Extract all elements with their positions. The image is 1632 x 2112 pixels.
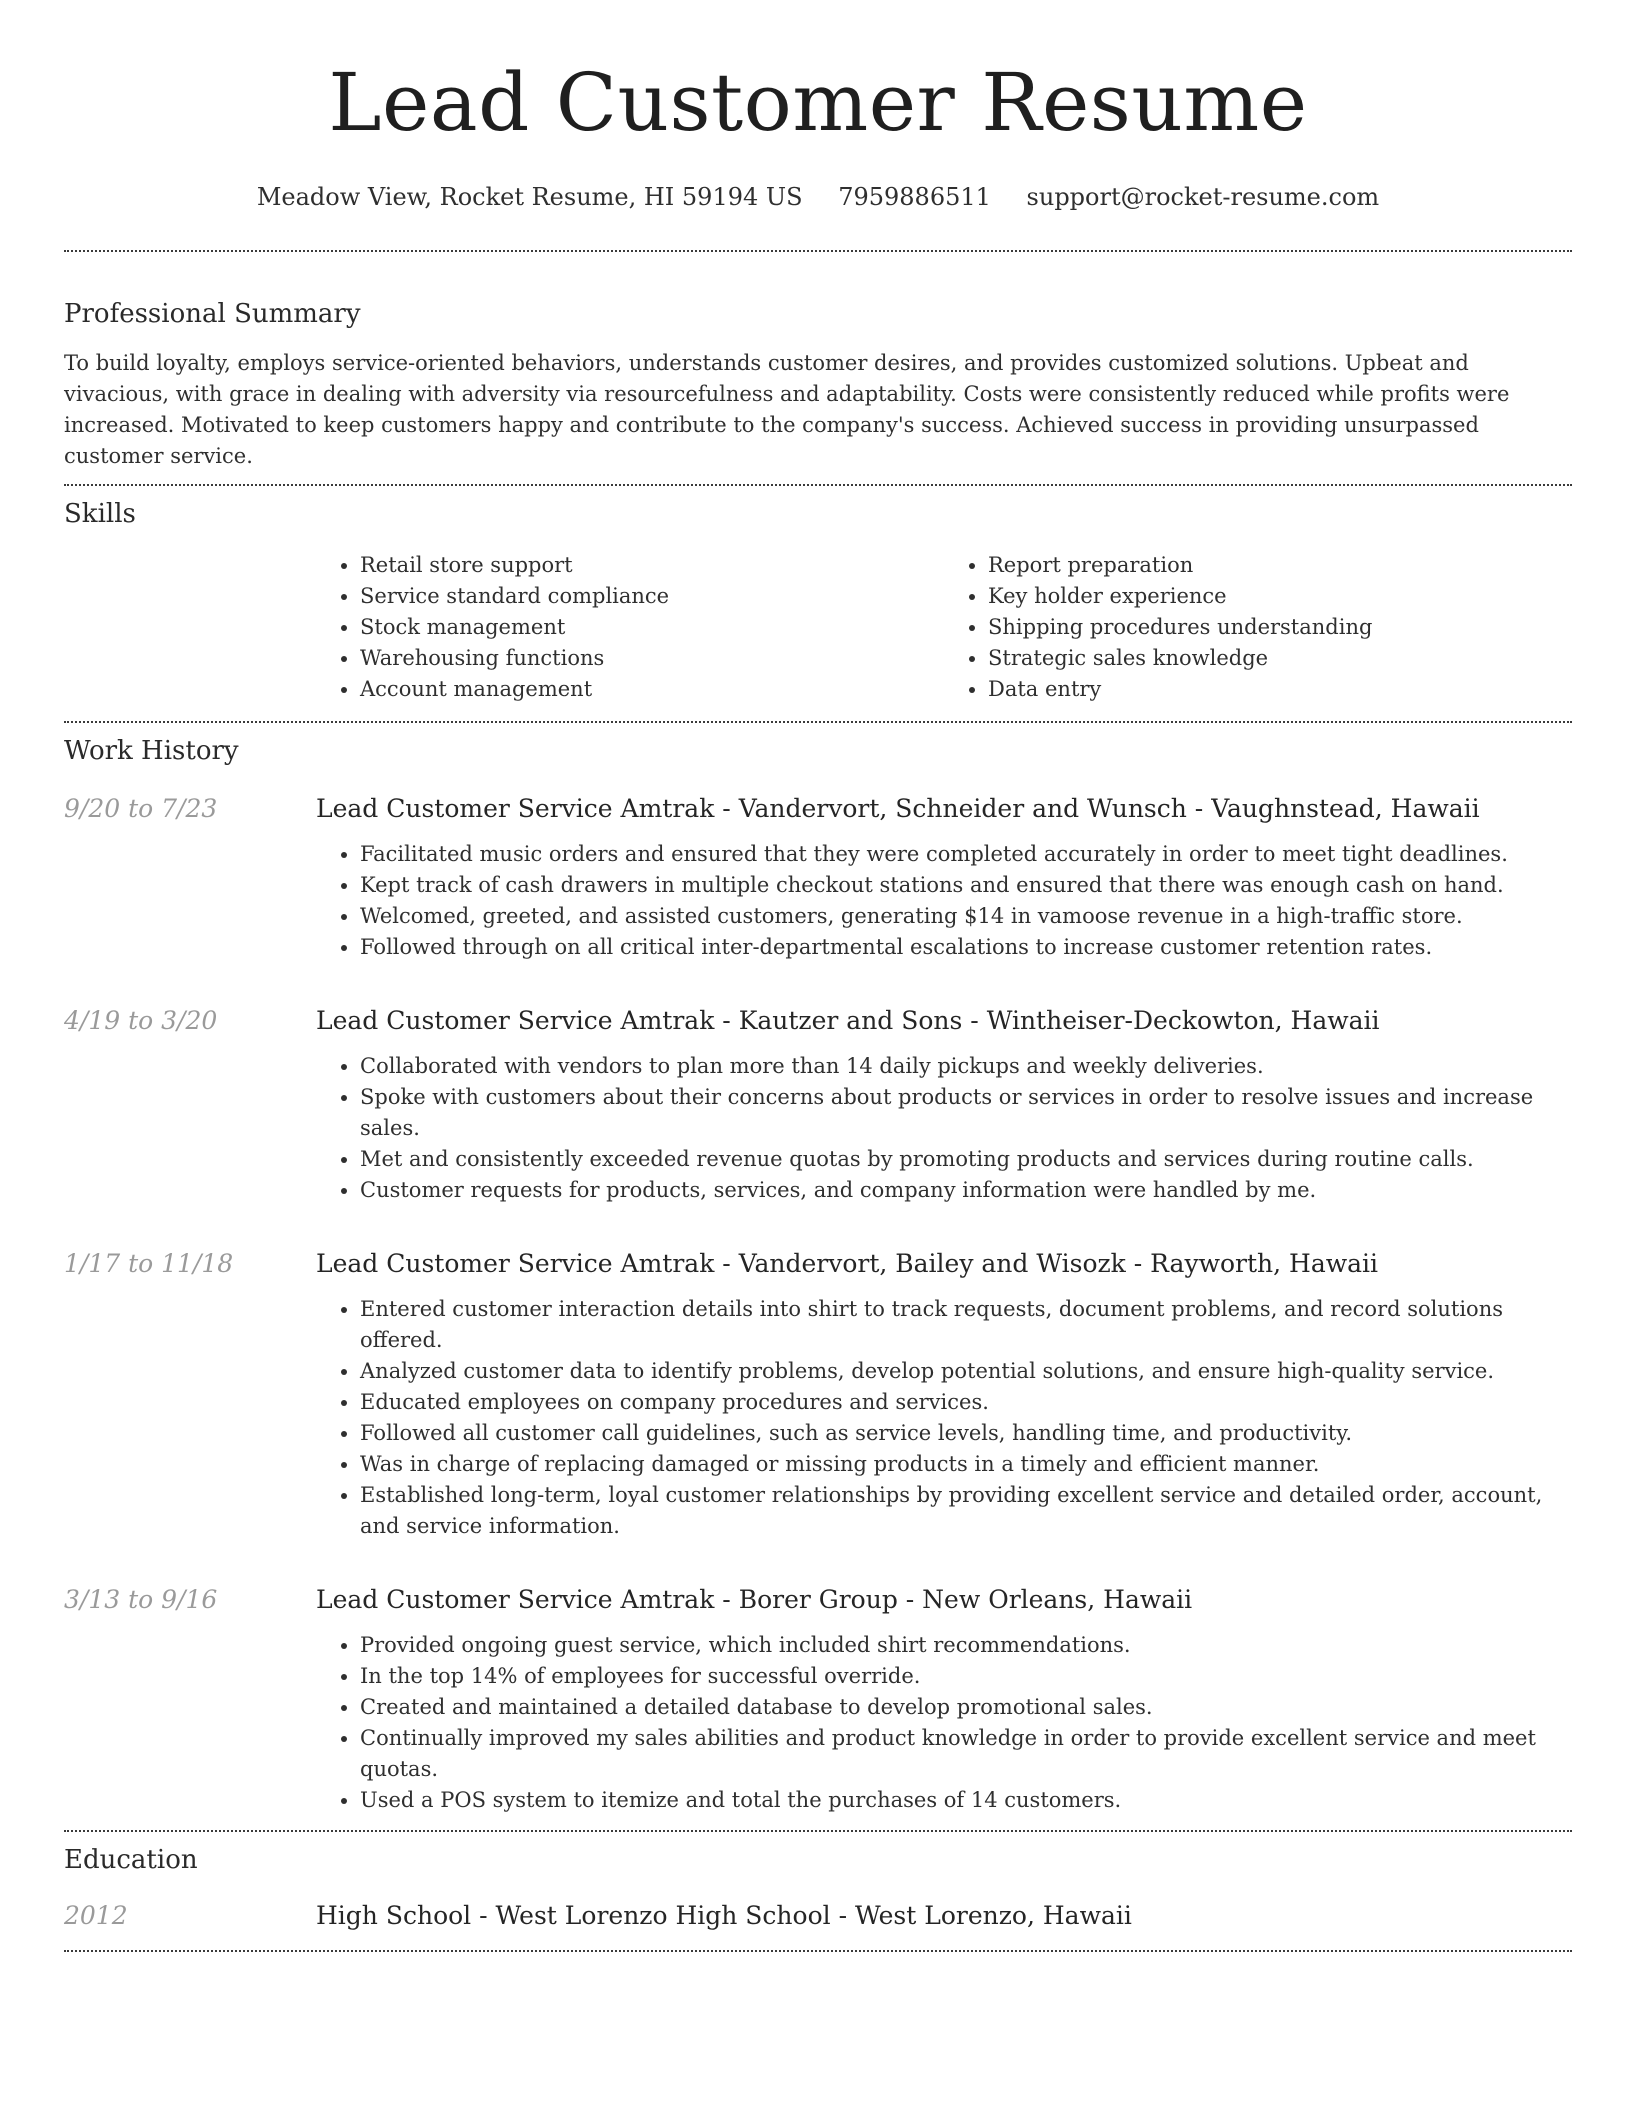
resume-page [64,0,1572,1952]
section-title-summary: Professional Summary [64,299,361,329]
job-bullet: • Spoke with customers about their concerns about products or services in order to resolve issues and increase sales. [360,1082,1572,1144]
contact-phone: 7959886511 [838,183,991,211]
skill-item: • Report preparation [988,550,1572,581]
job-bullet: • Collaborated with vendors to plan more than 14 daily pickups and weekly deliveries. [360,1051,1572,1082]
job-bullet: • Welcomed, greeted, and assisted customers, generating $14 in vamoose revenue in a high-traffic store. [360,901,1572,932]
job-dates: 4/19 to 3/20 [64,1006,218,1035]
contact-line [64,180,1572,214]
job-header [64,1582,1572,1618]
education-year: 2012 [64,1901,128,1930]
job-bullets [316,839,1572,963]
job-bullet: • In the top 14% of employees for successful override. [360,1661,1572,1692]
skill-item: • Key holder experience [988,581,1572,612]
summary-text: To build loyalty, employs service-oriented behaviors, understands customer desires, and provides customized solutions. Upbeat and vivacious, with grace in dealing with adversity via resourcefulness and adaptability. Costs were consistently reduced while profits were increased. Motivated to keep customers happy and contribute to the company's success. Achieved success in providing unsurpassed customer service. [64,351,1510,468]
job-bullet: • Educated employees on company procedures and services. [360,1387,1572,1418]
job-dates: 9/20 to 7/23 [64,794,218,823]
job-entry [64,1582,1572,1830]
education-entry [64,1898,1572,1934]
job-header [64,791,1572,827]
skills-grid [316,550,1572,721]
section-title-skills: Skills [64,499,136,529]
job-heading: Lead Customer Service Amtrak - Vandervort, Bailey and Wisozk - Rayworth, Hawaii [316,1249,1379,1278]
job-header [64,1246,1572,1282]
job-bullet: • Entered customer interaction details into shirt to track requests, document problems, and record solutions offered. [360,1294,1572,1356]
job-dates: 3/13 to 9/16 [64,1585,218,1614]
work-history-section [64,723,1572,1830]
job-bullet: • Kept track of cash drawers in multiple checkout stations and ensured that there was enough cash on hand. [360,870,1572,901]
job-heading: Lead Customer Service Amtrak - Borer Group - New Orleans, Hawaii [316,1585,1193,1614]
skill-item: • Warehousing functions [360,643,944,674]
job-bullet: • Used a POS system to itemize and total the purchases of 14 customers. [360,1785,1572,1816]
job-bullets [316,1294,1572,1542]
contact-email: support@rocket-resume.com [1026,183,1380,211]
section-title-work: Work History [64,736,239,766]
job-heading: Lead Customer Service Amtrak - Vandervort, Schneider and Wunsch - Vaughnstead, Hawaii [316,794,1480,823]
job-heading: Lead Customer Service Amtrak - Kautzer and Sons - Wintheiser-Deckowton, Hawaii [316,1006,1380,1035]
job-header [64,1003,1572,1039]
skill-item: • Stock management [360,612,944,643]
skills-list-left [316,550,944,705]
job-bullets [316,1630,1572,1816]
job-entry [64,1003,1572,1206]
skills-section [64,486,1572,721]
skill-item: • Service standard compliance [360,581,944,612]
resume-header [64,0,1572,214]
job-bullets [316,1051,1572,1206]
job-bullet: • Customer requests for products, services, and company information were handled by me. [360,1175,1572,1206]
job-bullet: • Met and consistently exceeded revenue quotas by promoting products and services during routine calls. [360,1144,1572,1175]
resume-title: Lead Customer Resume [328,56,1308,149]
education-section [64,1832,1572,1950]
summary-section [64,252,1572,484]
section-title-education: Education [64,1845,198,1875]
job-bullet: • Followed through on all critical inter-departmental escalations to increase customer retention rates. [360,932,1572,963]
job-bullet: • Continually improved my sales abilities and product knowledge in order to provide excellent service and meet quotas. [360,1723,1572,1785]
skill-item: • Shipping procedures understanding [988,612,1572,643]
job-bullet: • Analyzed customer data to identify problems, develop potential solutions, and ensure high-quality service. [360,1356,1572,1387]
job-bullet: • Established long-term, loyal customer relationships by providing excellent service and detailed order, account, and service information. [360,1480,1572,1542]
skills-list-right [944,550,1572,705]
job-bullet: • Was in charge of replacing damaged or missing products in a timely and efficient manner. [360,1449,1572,1480]
skill-item: • Account management [360,674,944,705]
job-bullet: • Created and maintained a detailed database to develop promotional sales. [360,1692,1572,1723]
job-bullet: • Facilitated music orders and ensured that they were completed accurately in order to meet tight deadlines. [360,839,1572,870]
divider [64,1950,1572,1952]
job-entry [64,791,1572,963]
skill-item: • Retail store support [360,550,944,581]
skill-item: • Data entry [988,674,1572,705]
job-bullet: • Followed all customer call guidelines, such as service levels, handling time, and productivity. [360,1418,1572,1449]
skill-item: • Strategic sales knowledge [988,643,1572,674]
job-dates: 1/17 to 11/18 [64,1249,234,1278]
education-heading: High School - West Lorenzo High School - West Lorenzo, Hawaii [316,1901,1132,1930]
job-bullet: • Provided ongoing guest service, which included shirt recommendations. [360,1630,1572,1661]
contact-address: Meadow View, Rocket Resume, HI 59194 US [256,183,803,211]
job-entry [64,1246,1572,1542]
